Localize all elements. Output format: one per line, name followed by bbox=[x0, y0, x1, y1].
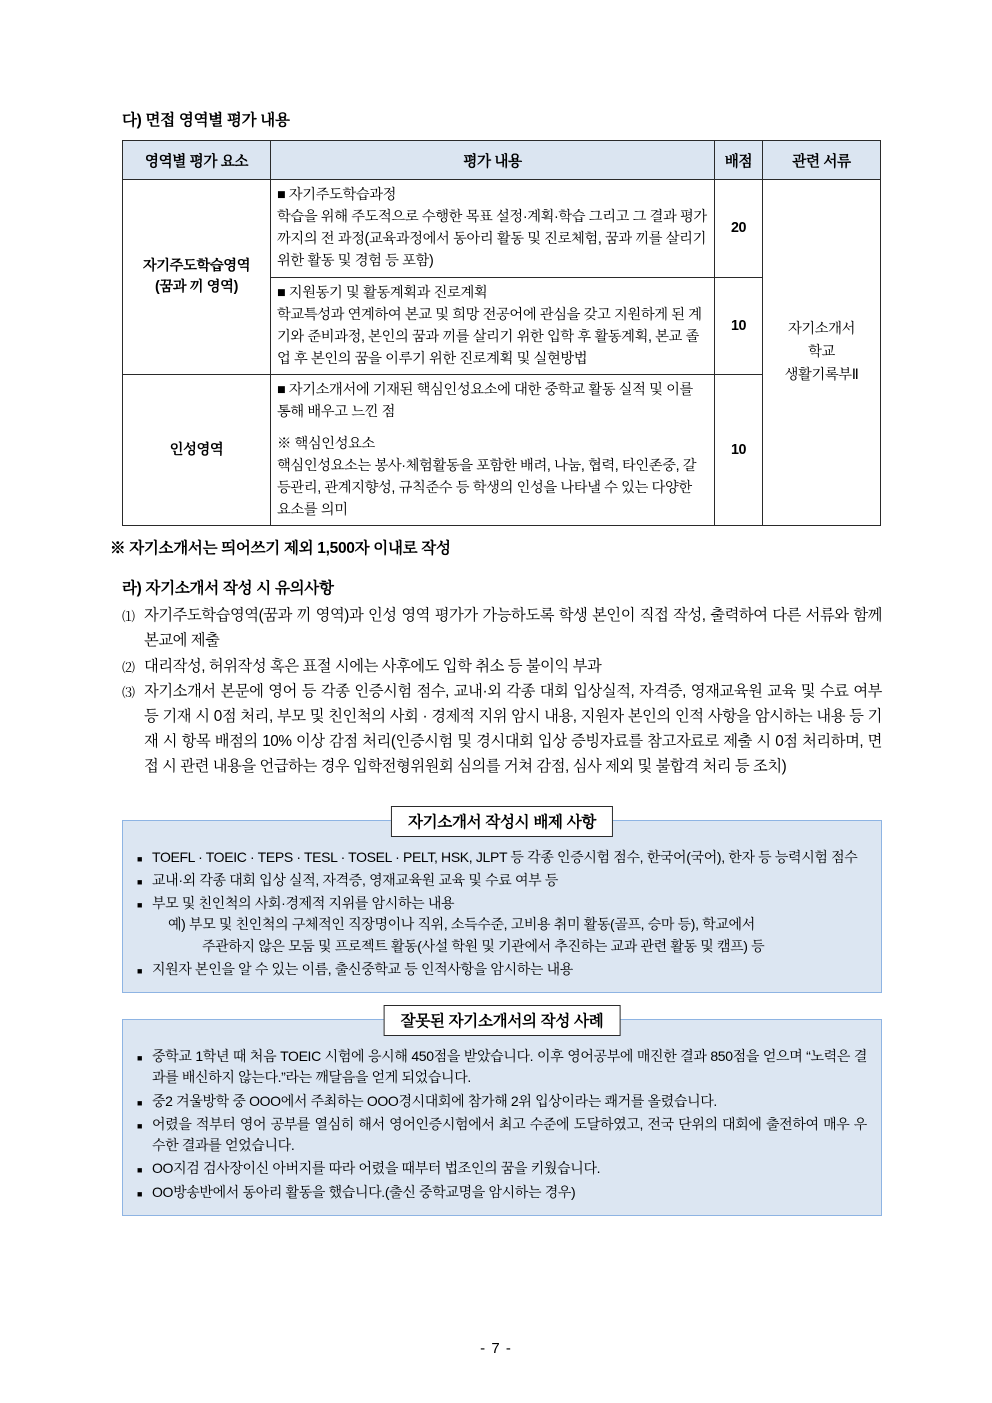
col-header-detail: 평가 내용 bbox=[271, 141, 715, 180]
detail-1-body: 학습을 위해 주도적으로 수행한 목표 설정·계획·학습 그리고 그 결과 평가까지의 전 과정(교육과정에서 동아리 활동 및 진로체험, 꿈과 끼를 살리기 위한 활동 및 경험 등 포함) bbox=[277, 209, 707, 270]
col-header-score: 배점 bbox=[715, 141, 763, 180]
example-text-1: 중학교 1학년 때 처음 TOEIC 시험에 응시해 450점을 받았습니다. 이후 영어공부에 매진한 결과 850점을 얻으며 “노력은 결과를 배신하지 않는다.”라는 깨달음을 얻게 되었습니다. bbox=[152, 1048, 867, 1086]
guidance-item-1 bbox=[122, 604, 882, 654]
guidance-text-1: 자기주도학습영역(꿈과 끼 영역)과 인성 영역 평가가 가능하도록 학생 본인이 직접 작성, 출력하여 다른 서류와 함께 본교에 제출 bbox=[144, 607, 882, 649]
bad-example-box-title: 잘못된 자기소개서의 작성 사례 bbox=[384, 1005, 621, 1036]
example-text-2: 중2 겨울방학 중 OOO에서 주최하는 OOO경시대회에 참가해 2위 입상이라는 쾌거를 올렸습니다. bbox=[152, 1092, 717, 1109]
detail-3-body: 핵심인성요소는 봉사·체험활동을 포함한 배려, 나눔, 협력, 타인존중, 갈등관리, 관계지향성, 규칙준수 등 학생의 인성을 나타낼 수 있는 다양한 요소를 의미 bbox=[277, 457, 697, 519]
exclusion-item-3 bbox=[137, 893, 867, 957]
square-bullet-icon: ■ bbox=[137, 876, 143, 887]
evaluation-table bbox=[122, 140, 881, 526]
doc-line3: 생활기록부Ⅱ bbox=[784, 367, 859, 384]
guidance-num-2: ⑵ bbox=[122, 659, 135, 675]
square-bullet-icon: ■ bbox=[137, 1097, 143, 1108]
cell-detail-1 bbox=[271, 180, 715, 278]
example-text-4: OO지검 검사장이신 아버지를 따라 어렸을 때부터 법조인의 꿈을 키웠습니다. bbox=[152, 1160, 601, 1177]
example-text-5: OO방송반에서 동아리 활동을 했습니다.(출신 중학교명을 암시하는 경우) bbox=[152, 1183, 576, 1200]
square-bullet-icon: ■ bbox=[137, 1120, 143, 1131]
guidance-heading: 라) 자기소개서 작성 시 유의사항 bbox=[122, 580, 334, 598]
self-intro-note: ※ 자기소개서는 띄어쓰기 제외 1,500자 이내로 작성 bbox=[110, 540, 451, 558]
table-header-row bbox=[123, 141, 881, 180]
example-item-1 bbox=[137, 1046, 867, 1089]
table-row bbox=[123, 180, 881, 278]
guidance-num-1: ⑴ bbox=[122, 609, 135, 625]
example-text-3: 어렸을 적부터 영어 공부를 열심히 해서 영어인증시험에서 최고 수준에 도달하였고, 전국 단위의 대회에 출전하여 매우 우수한 결과를 얻었습니다. bbox=[152, 1115, 867, 1154]
section-heading: 다) 면접 영역별 평가 내용 bbox=[122, 112, 290, 129]
exclusion-box bbox=[122, 813, 882, 994]
cell-area-self-directed bbox=[123, 180, 271, 375]
example-item-2 bbox=[137, 1091, 867, 1112]
cell-score-1: 20 bbox=[715, 180, 763, 278]
page-number: - 7 - bbox=[480, 1340, 512, 1357]
square-bullet-icon: ■ bbox=[137, 900, 143, 911]
guidance-item-2 bbox=[122, 655, 882, 680]
bad-example-box bbox=[122, 1013, 882, 1216]
area-label-line2: (꿈과 끼 영역) bbox=[155, 279, 238, 296]
exclusion-text-3: 부모 및 친인척의 사회·경제적 지위를 암시하는 내용 bbox=[152, 895, 455, 912]
cell-area-character: 인성영역 bbox=[123, 375, 271, 526]
exclusion-text-3-wrap bbox=[152, 893, 867, 957]
guidance-text-3: 자기소개서 본문에 영어 등 각종 인증시험 점수, 교내·외 각종 대회 입상실적, 자격증, 영재교육원 교육 및 수료 여부 등 기재 시 0점 처리, 부모 및 친인척의 사회 · 경제적 지위 암시 내용, 지원자 본인의 인적 사항을 암시하는 내용 등 기재 시 항목 배점의 10% 이상 감점 처리(인증시험 및 경시대회 입상 증빙자료를 참고자료로 제출 시 0점 처리하며, 면접 시 관련 내용을 언급하는 경우 입학전형위원회 심의를 거쳐 감점, 심사 제외 및 불합격 처리 등 조치) bbox=[144, 683, 882, 775]
cell-score-2: 10 bbox=[715, 277, 763, 375]
cell-detail-2 bbox=[271, 277, 715, 375]
exclusion-text-2: 교내·외 각종 대회 입상 실적, 자격증, 영재교육원 교육 및 수료 여부 등 bbox=[152, 871, 559, 888]
detail-1-head: ■ 자기주도학습과정 bbox=[277, 187, 397, 203]
detail-2-head: ■ 지원동기 및 활동계획과 진로계획 bbox=[277, 284, 488, 301]
example-item-4 bbox=[137, 1158, 867, 1179]
doc-line1: 자기소개서 bbox=[787, 321, 856, 338]
exclusion-text-3-sub: 예) 부모 및 친인척의 구체적인 직장명이나 직위, 소득수준, 고비용 취미 활동(골프, 승마 등), 학교에서 bbox=[168, 916, 755, 933]
square-bullet-icon: ■ bbox=[137, 965, 143, 976]
guidance-item-3 bbox=[122, 680, 882, 779]
detail-3-head: ■ 자기소개서에 기재된 핵심인성요소에 대한 중학교 활동 실적 및 이를 통해 배우고 느낀 점 bbox=[277, 382, 693, 421]
guidance-section bbox=[122, 576, 882, 779]
exclusion-text-3-sub2: 주관하지 않은 모둠 및 프로젝트 활동(사설 학원 및 기관에서 추진하는 교과 관련 활동 및 캠프) 등 bbox=[202, 937, 765, 954]
exclusion-text-1: TOEFL · TOEIC · TEPS · TESL · TOSEL · PELT, HSK, JLPT 등 각종 인증시험 점수, 한국어(국어), 한자 등 능력시험 점수 bbox=[152, 848, 858, 865]
doc-line2: 학교 bbox=[808, 344, 835, 361]
square-bullet-icon: ■ bbox=[137, 1188, 143, 1199]
exclusion-item-4 bbox=[137, 959, 867, 980]
square-bullet-icon: ■ bbox=[137, 1053, 143, 1064]
detail-2-body: 학교특성과 연계하여 본교 및 희망 전공어에 관심을 갖고 지원하게 된 계기와 준비과정, 본인의 꿈과 끼를 살리기 위한 입학 후 활동계획, 본교 졸업 후 본인의 꿈을 이루기 위한 진로계획 및 실현방법 bbox=[277, 306, 702, 368]
cell-score-3: 10 bbox=[715, 375, 763, 526]
cell-detail-3 bbox=[271, 375, 715, 526]
guidance-text-2: 대리작성, 허위작성 혹은 표절 시에는 사후에도 입학 취소 등 불이익 부과 bbox=[144, 657, 602, 675]
example-item-5 bbox=[137, 1182, 867, 1203]
exclusion-box-title: 자기소개서 작성시 배제 사항 bbox=[391, 806, 613, 837]
area-label-line1: 자기주도학습영역 bbox=[142, 257, 251, 274]
exclusion-item-1 bbox=[137, 847, 867, 868]
col-header-area: 영역별 평가 요소 bbox=[123, 141, 271, 180]
square-bullet-icon: ■ bbox=[137, 853, 143, 864]
detail-3-gap bbox=[277, 424, 708, 433]
guidance-num-3: ⑶ bbox=[122, 685, 135, 701]
square-bullet-icon: ■ bbox=[137, 1165, 143, 1176]
cell-documents bbox=[763, 180, 881, 526]
example-item-3 bbox=[137, 1114, 867, 1157]
detail-3-subhead: ※ 핵심인성요소 bbox=[277, 435, 375, 452]
exclusion-text-4: 지원자 본인을 알 수 있는 이름, 출신중학교 등 인적사항을 암시하는 내용 bbox=[152, 960, 573, 977]
exclusion-item-2 bbox=[137, 870, 867, 891]
col-header-document: 관련 서류 bbox=[763, 141, 881, 180]
